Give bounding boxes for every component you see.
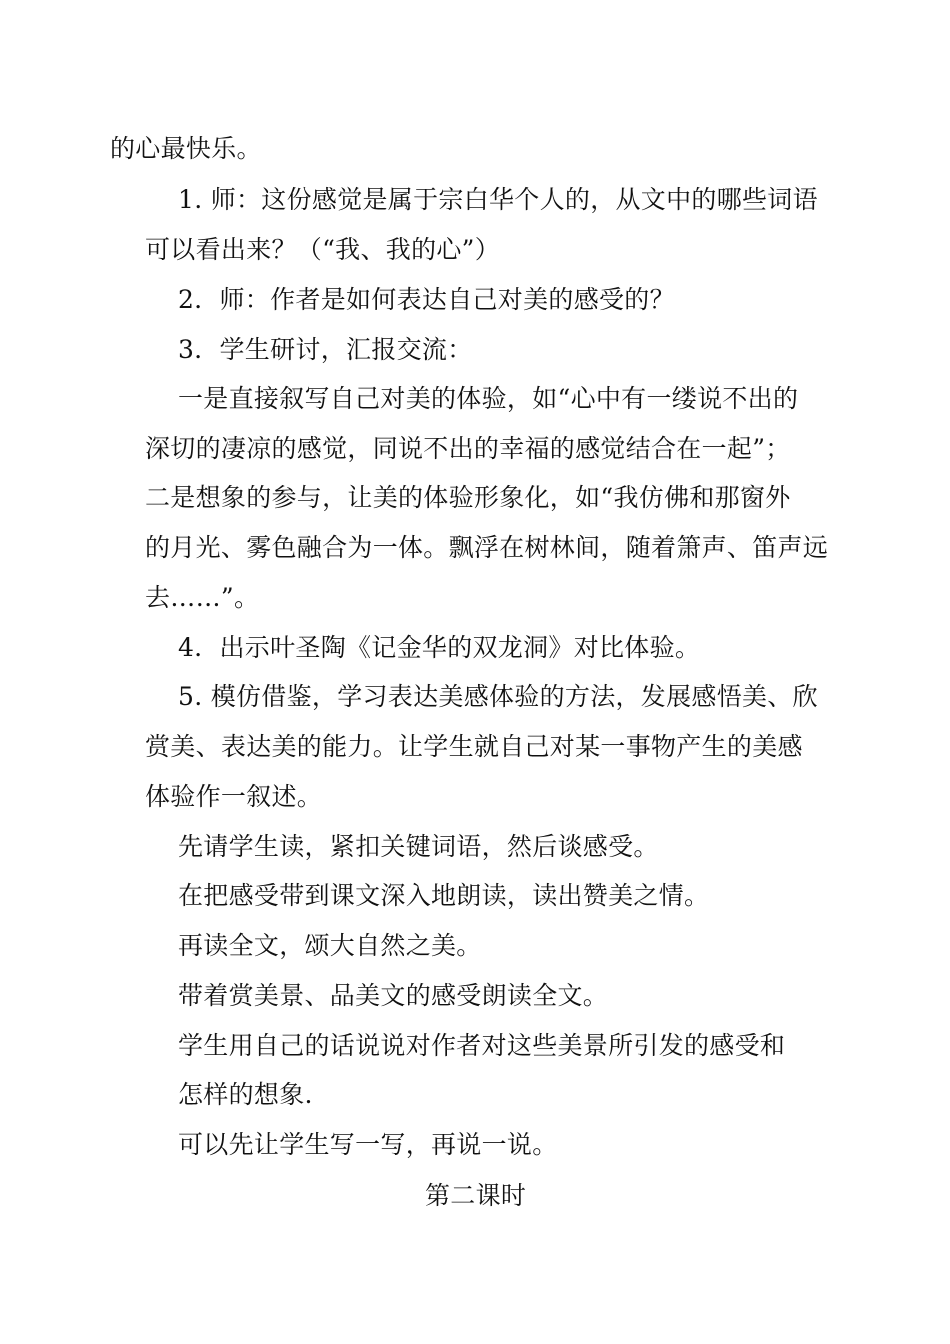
text-line: 可以看出来？（“我、我的心”）	[145, 235, 501, 264]
text-line: 再读全文，颂大自然之美。	[178, 931, 482, 960]
text-line: 带着赏美景、品美文的感受朗读全文。	[178, 981, 609, 1010]
text-line: 一是直接叙写自己对美的体验，如“心中有一缕说不出的	[178, 384, 799, 413]
text-line: 的月光、雾色融合为一体。飘浮在树林间，随着箫声、笛声远	[145, 533, 829, 562]
text-line: 1. 师：这份感觉是属于宗白华个人的，从文中的哪些词语	[178, 185, 818, 214]
section-heading: 第二课时	[425, 1181, 527, 1210]
text-line: 二是想象的参与，让美的体验形象化，如“我仿佛和那窗外	[145, 483, 791, 512]
text-line: 怎样的想象.	[178, 1080, 313, 1109]
text-line: 学生用自己的话说说对作者对这些美景所引发的感受和	[178, 1031, 786, 1060]
text-line: 深切的凄凉的感觉，同说不出的幸福的感觉结合在一起”；	[145, 434, 791, 463]
text-line: 3．学生研讨，汇报交流：	[178, 335, 473, 364]
text-line: 2．师：作者是如何表达自己对美的感受的？	[178, 285, 675, 314]
text-line: 的心最快乐。	[110, 134, 262, 163]
text-line: 可以先让学生写一写，再说一说。	[178, 1130, 558, 1159]
text-line: 在把感受带到课文深入地朗读，读出赞美之情。	[178, 881, 710, 910]
text-line: 先请学生读，紧扣关键词语，然后谈感受。	[178, 832, 659, 861]
text-line: 体验作一叙述。	[145, 782, 323, 811]
text-line: 5. 模仿借鉴，学习表达美感体验的方法，发展感悟美、欣	[178, 682, 818, 711]
text-line: 去……”。	[145, 583, 260, 612]
text-line: 赏美、表达美的能力。让学生就自己对某一事物产生的美感	[145, 732, 803, 761]
text-line: 4．出示叶圣陶《记金华的双龙洞》对比体验。	[178, 633, 701, 662]
